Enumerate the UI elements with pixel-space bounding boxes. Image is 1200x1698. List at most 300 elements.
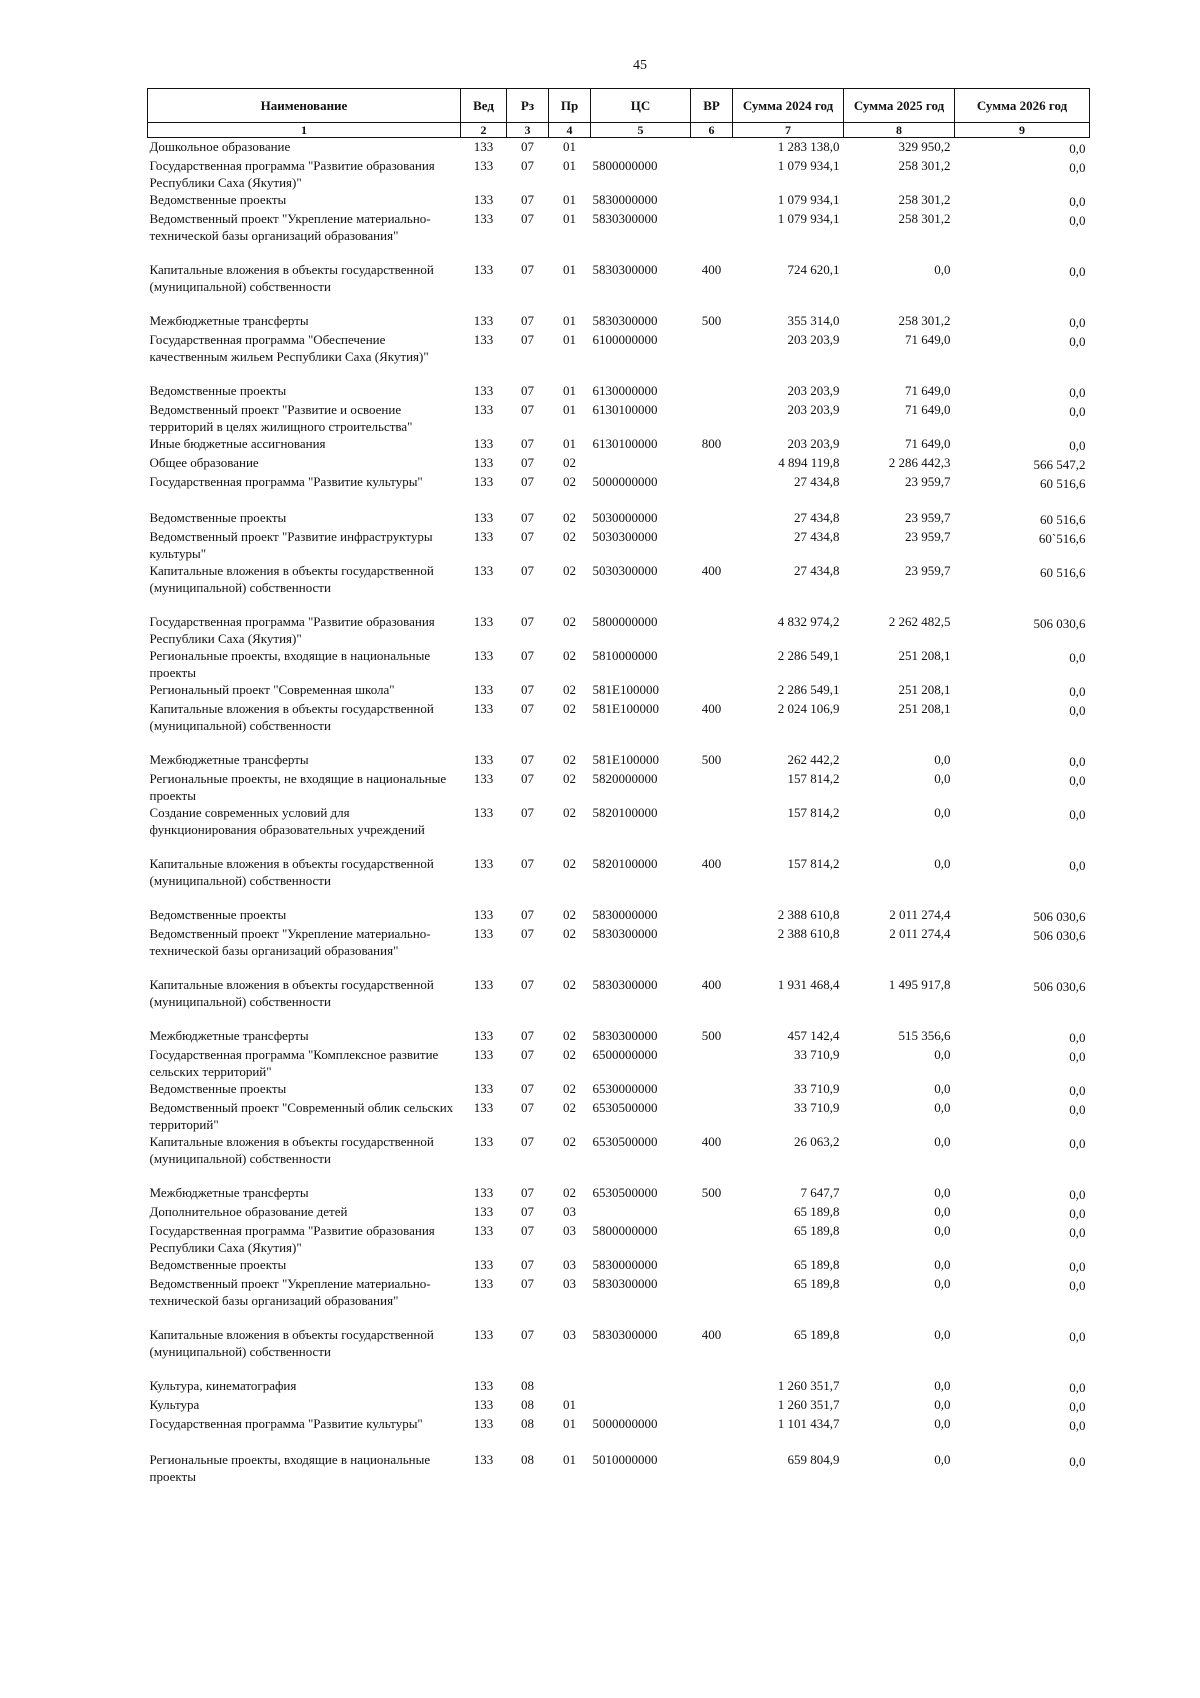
- row-name: Ведомственные проекты: [149, 510, 287, 525]
- row-cs: 5830300000: [592, 211, 658, 226]
- row-vr: [691, 1080, 733, 1099]
- column-number: 4: [549, 123, 591, 138]
- row-sum-2026: 0,0: [1069, 385, 1086, 400]
- row-sum-2026: 566 547,2: [1033, 457, 1086, 472]
- row-sum-2026: 0,0: [1069, 1187, 1086, 1202]
- row-sum-2025: 71 649,0: [905, 383, 951, 398]
- row-sum-2024: 157 814,2: [787, 805, 840, 820]
- row-sum-2026: 0,0: [1069, 650, 1086, 665]
- row-cs: 5830300000: [592, 1028, 658, 1043]
- row-name: Государственная программа "Комплексное развитие сельских территорий": [149, 1047, 439, 1079]
- row-cs: 581E100000: [592, 752, 659, 767]
- row-vr: 500: [701, 1028, 722, 1043]
- row-sum-2024: 203 203,9: [787, 402, 840, 417]
- row-rz: 07: [521, 1276, 534, 1291]
- row-sum-2025: 251 208,1: [898, 682, 951, 697]
- row-cs: [591, 454, 691, 473]
- row-pr: 02: [563, 701, 576, 716]
- row-ved: 133: [473, 926, 494, 941]
- row-sum-2024: 2 024 106,9: [777, 701, 840, 716]
- row-vr: 400: [701, 701, 722, 716]
- row-name: Культура, кинематография: [149, 1378, 297, 1393]
- row-sum-2024: 65 189,8: [794, 1276, 840, 1291]
- row-cs: 6530500000: [592, 1185, 658, 1200]
- row-sum-2025: 71 649,0: [905, 402, 951, 417]
- column-number: 5: [591, 123, 691, 138]
- row-pr: 02: [563, 1028, 576, 1043]
- row-sum-2025: 329 950,2: [898, 139, 951, 154]
- row-ved: 133: [473, 1276, 494, 1291]
- row-sum-2024: 1 260 351,7: [777, 1378, 840, 1393]
- row-vr: [691, 528, 733, 562]
- header-row: [148, 89, 1090, 123]
- row-name: Иные бюджетные ассигнования: [149, 436, 326, 451]
- row-sum-2026: 60`516,6: [1038, 531, 1086, 546]
- row-vr: [691, 1203, 733, 1222]
- row-cs: 5830000000: [592, 192, 658, 207]
- row-sum-2024: 1 079 934,1: [777, 192, 840, 207]
- row-ved: 133: [473, 1134, 494, 1149]
- row-sum-2025: 258 301,2: [898, 192, 951, 207]
- row-vr: [691, 681, 733, 700]
- row-pr: 02: [563, 474, 576, 489]
- row-name: Общее образование: [149, 455, 259, 470]
- table-row: [148, 261, 1090, 312]
- row-vr: 400: [701, 1327, 722, 1342]
- row-rz: 07: [521, 1081, 534, 1096]
- row-sum-2026: 0,0: [1069, 1278, 1086, 1293]
- column-number: 9: [955, 123, 1090, 138]
- row-vr: [691, 454, 733, 473]
- row-vr: [691, 1256, 733, 1275]
- row-sum-2025: 0,0: [934, 1378, 951, 1393]
- row-name: Межбюджетные трансферты: [149, 313, 309, 328]
- row-name: Региональный проект "Современная школа": [149, 682, 395, 697]
- row-name: Государственная программа "Развитие образования Республики Саха (Якутия)": [149, 1223, 435, 1255]
- row-cs: 6500000000: [592, 1047, 658, 1062]
- row-pr: 01: [563, 436, 576, 451]
- row-vr: [691, 138, 733, 158]
- row-rz: 07: [521, 158, 534, 173]
- row-vr: [691, 1046, 733, 1080]
- row-cs: [591, 1377, 691, 1396]
- row-sum-2024: 457 142,4: [787, 1028, 840, 1043]
- row-ved: 133: [473, 1204, 494, 1219]
- row-name: Государственная программа "Развитие культуры": [149, 1416, 423, 1431]
- row-rz: 07: [521, 510, 534, 525]
- table-row: [148, 1396, 1090, 1415]
- row-sum-2025: 0,0: [934, 262, 951, 277]
- row-sum-2024: 1 079 934,1: [777, 158, 840, 173]
- column-number: 3: [507, 123, 549, 138]
- table-row: [148, 976, 1090, 1027]
- row-ved: 133: [473, 313, 494, 328]
- row-sum-2024: 65 189,8: [794, 1327, 840, 1342]
- row-name: Межбюджетные трансферты: [149, 752, 309, 767]
- row-pr: 02: [563, 771, 576, 786]
- row-sum-2026: 0,0: [1069, 1102, 1086, 1117]
- table-row: [148, 1184, 1090, 1203]
- row-name: Капитальные вложения в объекты государственной (муниципальной) собственности: [149, 977, 434, 1009]
- row-cs: 5800000000: [592, 614, 658, 629]
- row-cs: 6530000000: [592, 1081, 658, 1096]
- row-sum-2026: 0,0: [1069, 334, 1086, 349]
- row-pr: 02: [563, 977, 576, 992]
- row-vr: 500: [701, 1185, 722, 1200]
- row-sum-2024: 33 710,9: [794, 1081, 840, 1096]
- row-rz: 08: [521, 1378, 534, 1393]
- row-cs: 5030300000: [592, 563, 658, 578]
- row-sum-2025: 0,0: [934, 1100, 951, 1115]
- row-sum-2024: 2 388 610,8: [777, 926, 840, 941]
- row-name: Ведомственный проект "Укрепление материально-технической базы организаций образования": [149, 211, 431, 243]
- row-name: Государственная программа "Развитие образования Республики Саха (Якутия)": [149, 614, 435, 646]
- row-pr: 01: [563, 262, 576, 277]
- row-vr: [691, 1275, 733, 1326]
- row-pr: 01: [563, 211, 576, 226]
- row-rz: 07: [521, 682, 534, 697]
- row-sum-2025: 0,0: [934, 1327, 951, 1342]
- row-sum-2025: 1 495 917,8: [888, 977, 951, 992]
- row-vr: [691, 331, 733, 382]
- row-sum-2024: 724 620,1: [787, 262, 840, 277]
- row-cs: 5030300000: [592, 529, 658, 544]
- row-cs: 6130100000: [592, 436, 658, 451]
- row-cs: [591, 1203, 691, 1222]
- row-sum-2025: 0,0: [934, 856, 951, 871]
- row-cs: 5820100000: [592, 805, 658, 820]
- table-row: [148, 562, 1090, 613]
- row-sum-2026: 60 516,6: [1040, 476, 1086, 491]
- row-ved: 133: [473, 1100, 494, 1115]
- row-sum-2024: 2 388 610,8: [777, 907, 840, 922]
- row-vr: [691, 1396, 733, 1415]
- table-row: [148, 210, 1090, 261]
- row-pr: 02: [563, 856, 576, 871]
- row-sum-2025: 2 286 442,3: [888, 455, 951, 470]
- row-vr: [691, 191, 733, 210]
- row-pr: 01: [563, 1397, 576, 1412]
- row-pr: 02: [563, 752, 576, 767]
- row-cs: 581E100000: [592, 682, 659, 697]
- row-rz: 07: [521, 926, 534, 941]
- row-rz: 07: [521, 977, 534, 992]
- row-cs: 5000000000: [592, 1416, 658, 1431]
- row-vr: [691, 401, 733, 435]
- row-rz: 07: [521, 455, 534, 470]
- row-vr: [691, 509, 733, 528]
- row-rz: 07: [521, 1047, 534, 1062]
- page-number: 45: [633, 58, 647, 73]
- row-name: Ведомственный проект "Укрепление материально-технической базы организаций образования": [149, 1276, 431, 1308]
- row-sum-2026: 0,0: [1069, 315, 1086, 330]
- row-sum-2025: 23 959,7: [905, 474, 951, 489]
- row-sum-2026: 506 030,6: [1033, 909, 1086, 924]
- row-rz: 07: [521, 563, 534, 578]
- row-sum-2025: 0,0: [934, 1397, 951, 1412]
- table-row: [148, 191, 1090, 210]
- row-ved: 133: [473, 856, 494, 871]
- budget-table: [147, 88, 1090, 1485]
- row-sum-2026: 0,0: [1069, 213, 1086, 228]
- row-sum-2024: 26 063,2: [794, 1134, 840, 1149]
- row-vr: [691, 157, 733, 191]
- row-sum-2026: 0,0: [1069, 264, 1086, 279]
- row-rz: 07: [521, 1100, 534, 1115]
- table-row: [148, 613, 1090, 647]
- row-ved: 133: [473, 1452, 494, 1467]
- row-vr: 400: [701, 1134, 722, 1149]
- row-sum-2024: 1 079 934,1: [777, 211, 840, 226]
- row-rz: 07: [521, 139, 534, 154]
- row-sum-2026: 506 030,6: [1033, 928, 1086, 943]
- table-row: [148, 751, 1090, 770]
- row-sum-2025: 251 208,1: [898, 701, 951, 716]
- row-sum-2026: 0,0: [1069, 858, 1086, 873]
- row-sum-2026: 0,0: [1069, 1329, 1086, 1344]
- row-sum-2024: 27 434,8: [794, 510, 840, 525]
- row-rz: 07: [521, 752, 534, 767]
- row-sum-2026: 0,0: [1069, 1454, 1086, 1469]
- row-cs: 581E100000: [592, 701, 659, 716]
- row-sum-2024: 2 286 549,1: [777, 682, 840, 697]
- row-rz: 07: [521, 1204, 534, 1219]
- row-rz: 07: [521, 211, 534, 226]
- row-pr: 01: [563, 192, 576, 207]
- row-sum-2024: 65 189,8: [794, 1257, 840, 1272]
- column-number: 1: [148, 123, 461, 138]
- row-rz: 07: [521, 474, 534, 489]
- row-pr: 02: [563, 455, 576, 470]
- row-cs: 5000000000: [592, 474, 658, 489]
- row-pr: 03: [563, 1223, 576, 1238]
- row-pr: 02: [563, 529, 576, 544]
- table-row: [148, 1377, 1090, 1396]
- table-row: [148, 1326, 1090, 1377]
- row-sum-2024: 1 283 138,0: [777, 139, 840, 154]
- row-name: Межбюджетные трансферты: [149, 1185, 309, 1200]
- row-name: Межбюджетные трансферты: [149, 1028, 309, 1043]
- row-cs: 5830300000: [592, 926, 658, 941]
- row-vr: [691, 210, 733, 261]
- table-row: [148, 906, 1090, 925]
- row-name: Ведомственный проект "Укрепление материально-технической базы организаций образования": [149, 926, 431, 958]
- row-vr: 500: [701, 313, 722, 328]
- row-sum-2025: 258 301,2: [898, 211, 951, 226]
- row-sum-2026: 60 516,6: [1040, 512, 1086, 527]
- row-name: Региональные проекты, входящие в национальные проекты: [149, 1452, 431, 1484]
- column-number: 2: [461, 123, 507, 138]
- row-cs: 5820000000: [592, 771, 658, 786]
- row-pr: 02: [563, 907, 576, 922]
- row-sum-2024: 203 203,9: [787, 332, 840, 347]
- header-vr: ВР: [691, 89, 733, 123]
- row-sum-2024: 27 434,8: [794, 563, 840, 578]
- row-pr: 01: [563, 158, 576, 173]
- row-rz: 07: [521, 1327, 534, 1342]
- row-ved: 133: [473, 977, 494, 992]
- header-rz: Рз: [507, 89, 549, 123]
- row-ved: 133: [473, 383, 494, 398]
- row-sum-2026: 0,0: [1069, 1418, 1086, 1433]
- budget-sheet: [147, 88, 1089, 1485]
- row-sum-2026: 0,0: [1069, 1225, 1086, 1240]
- row-sum-2025: 23 959,7: [905, 563, 951, 578]
- row-rz: 07: [521, 529, 534, 544]
- row-cs: 5830000000: [592, 907, 658, 922]
- header-sum-2024: Сумма 2024 год: [733, 89, 844, 123]
- table-row: [148, 401, 1090, 435]
- row-sum-2025: 0,0: [934, 1276, 951, 1291]
- row-ved: 133: [473, 1327, 494, 1342]
- table-row: [148, 509, 1090, 528]
- row-sum-2025: 515 356,6: [898, 1028, 951, 1043]
- row-name: Ведомственный проект "Современный облик сельских территорий": [149, 1100, 454, 1132]
- row-sum-2024: 659 804,9: [787, 1452, 840, 1467]
- row-cs: 5800000000: [592, 158, 658, 173]
- row-sum-2026: 506 030,6: [1033, 616, 1086, 631]
- row-pr: 02: [563, 682, 576, 697]
- row-pr: 02: [563, 648, 576, 663]
- row-ved: 133: [473, 510, 494, 525]
- table-row: [148, 1451, 1090, 1485]
- row-cs: 6100000000: [592, 332, 658, 347]
- table-row: [148, 528, 1090, 562]
- row-ved: 133: [473, 771, 494, 786]
- row-name: Государственная программа "Обеспечение качественным жильем Республики Саха (Якутия)": [149, 332, 429, 364]
- table-row: [148, 312, 1090, 331]
- row-pr: 02: [563, 1185, 576, 1200]
- row-cs: 6530500000: [592, 1134, 658, 1149]
- row-vr: [691, 925, 733, 976]
- row-sum-2024: 355 314,0: [787, 313, 840, 328]
- row-ved: 133: [473, 1185, 494, 1200]
- row-cs: 5820100000: [592, 856, 658, 871]
- row-rz: 07: [521, 383, 534, 398]
- row-vr: [691, 804, 733, 855]
- row-cs: 6130000000: [592, 383, 658, 398]
- row-pr: 02: [563, 510, 576, 525]
- table-row: [148, 157, 1090, 191]
- row-name: Ведомственные проекты: [149, 192, 287, 207]
- row-pr: 01: [563, 313, 576, 328]
- row-ved: 133: [473, 262, 494, 277]
- row-ved: 133: [473, 752, 494, 767]
- row-cs: 5010000000: [592, 1452, 658, 1467]
- row-pr: 01: [563, 1416, 576, 1431]
- row-vr: [691, 613, 733, 647]
- row-sum-2024: 33 710,9: [794, 1047, 840, 1062]
- row-rz: 07: [521, 1257, 534, 1272]
- row-rz: 07: [521, 1028, 534, 1043]
- row-pr: 02: [563, 1047, 576, 1062]
- row-sum-2024: 157 814,2: [787, 771, 840, 786]
- row-rz: 08: [521, 1416, 534, 1431]
- table-row: [148, 681, 1090, 700]
- row-cs: 5830300000: [592, 313, 658, 328]
- table-row: [148, 1222, 1090, 1256]
- budget-table-body: [148, 138, 1090, 1486]
- row-vr: [691, 1377, 733, 1396]
- row-rz: 07: [521, 1223, 534, 1238]
- row-sum-2024: 203 203,9: [787, 436, 840, 451]
- row-sum-2025: 258 301,2: [898, 313, 951, 328]
- row-sum-2024: 2 286 549,1: [777, 648, 840, 663]
- row-rz: 07: [521, 332, 534, 347]
- row-sum-2024: 7 647,7: [800, 1185, 840, 1200]
- row-cs: 5830300000: [592, 1327, 658, 1342]
- row-rz: 08: [521, 1397, 534, 1412]
- row-sum-2024: 27 434,8: [794, 529, 840, 544]
- row-sum-2024: 262 442,2: [787, 752, 840, 767]
- row-rz: 07: [521, 648, 534, 663]
- row-vr: [691, 1222, 733, 1256]
- table-row: [148, 804, 1090, 855]
- row-ved: 133: [473, 682, 494, 697]
- row-cs: 5830300000: [592, 977, 658, 992]
- row-name: Капитальные вложения в объекты государственной (муниципальной) собственности: [149, 1134, 434, 1166]
- row-sum-2026: 0,0: [1069, 1259, 1086, 1274]
- row-sum-2025: 0,0: [934, 1204, 951, 1219]
- table-row: [148, 435, 1090, 454]
- row-pr: 02: [563, 1134, 576, 1149]
- row-rz: 07: [521, 771, 534, 786]
- table-row: [148, 382, 1090, 401]
- row-name: Государственная программа "Развитие культуры": [149, 474, 423, 489]
- row-sum-2026: 0,0: [1069, 807, 1086, 822]
- row-vr: 500: [701, 752, 722, 767]
- row-pr: 03: [563, 1276, 576, 1291]
- row-rz: 07: [521, 805, 534, 820]
- row-name: Ведомственные проекты: [149, 1081, 287, 1096]
- row-ved: 133: [473, 402, 494, 417]
- row-sum-2024: 1 931 468,4: [777, 977, 840, 992]
- row-sum-2024: 203 203,9: [787, 383, 840, 398]
- row-name: Ведомственные проекты: [149, 907, 287, 922]
- row-name: Региональные проекты, входящие в национальные проекты: [149, 648, 431, 680]
- row-sum-2026: 0,0: [1069, 1136, 1086, 1151]
- row-rz: 07: [521, 1185, 534, 1200]
- row-vr: [691, 647, 733, 681]
- row-ved: 133: [473, 614, 494, 629]
- row-rz: 07: [521, 262, 534, 277]
- row-sum-2025: 71 649,0: [905, 436, 951, 451]
- row-ved: 133: [473, 158, 494, 173]
- table-row: [148, 855, 1090, 906]
- row-sum-2025: 258 301,2: [898, 158, 951, 173]
- row-sum-2025: 2 011 274,4: [889, 926, 951, 941]
- row-sum-2026: 506 030,6: [1033, 979, 1086, 994]
- row-sum-2026: 60 516,6: [1040, 565, 1086, 580]
- row-name: Ведомственный проект "Развитие инфраструктуры культуры": [149, 529, 433, 561]
- row-name: Дошкольное образование: [149, 139, 291, 154]
- row-sum-2024: 4 894 119,8: [778, 455, 840, 470]
- row-name: Дополнительное образование детей: [149, 1204, 348, 1219]
- row-sum-2025: 0,0: [934, 1452, 951, 1467]
- row-sum-2026: 0,0: [1069, 1399, 1086, 1414]
- row-name: Капитальные вложения в объекты государственной (муниципальной) собственности: [149, 262, 434, 294]
- row-cs: 6130100000: [592, 402, 658, 417]
- row-rz: 07: [521, 907, 534, 922]
- row-rz: 07: [521, 313, 534, 328]
- row-ved: 133: [473, 436, 494, 451]
- header-sum-2026: Сумма 2026 год: [955, 89, 1090, 123]
- row-sum-2025: 71 649,0: [905, 332, 951, 347]
- header-ved: Вед: [461, 89, 507, 123]
- row-name: Капитальные вложения в объекты государственной (муниципальной) собственности: [149, 856, 434, 888]
- row-rz: 07: [521, 402, 534, 417]
- row-ved: 133: [473, 1081, 494, 1096]
